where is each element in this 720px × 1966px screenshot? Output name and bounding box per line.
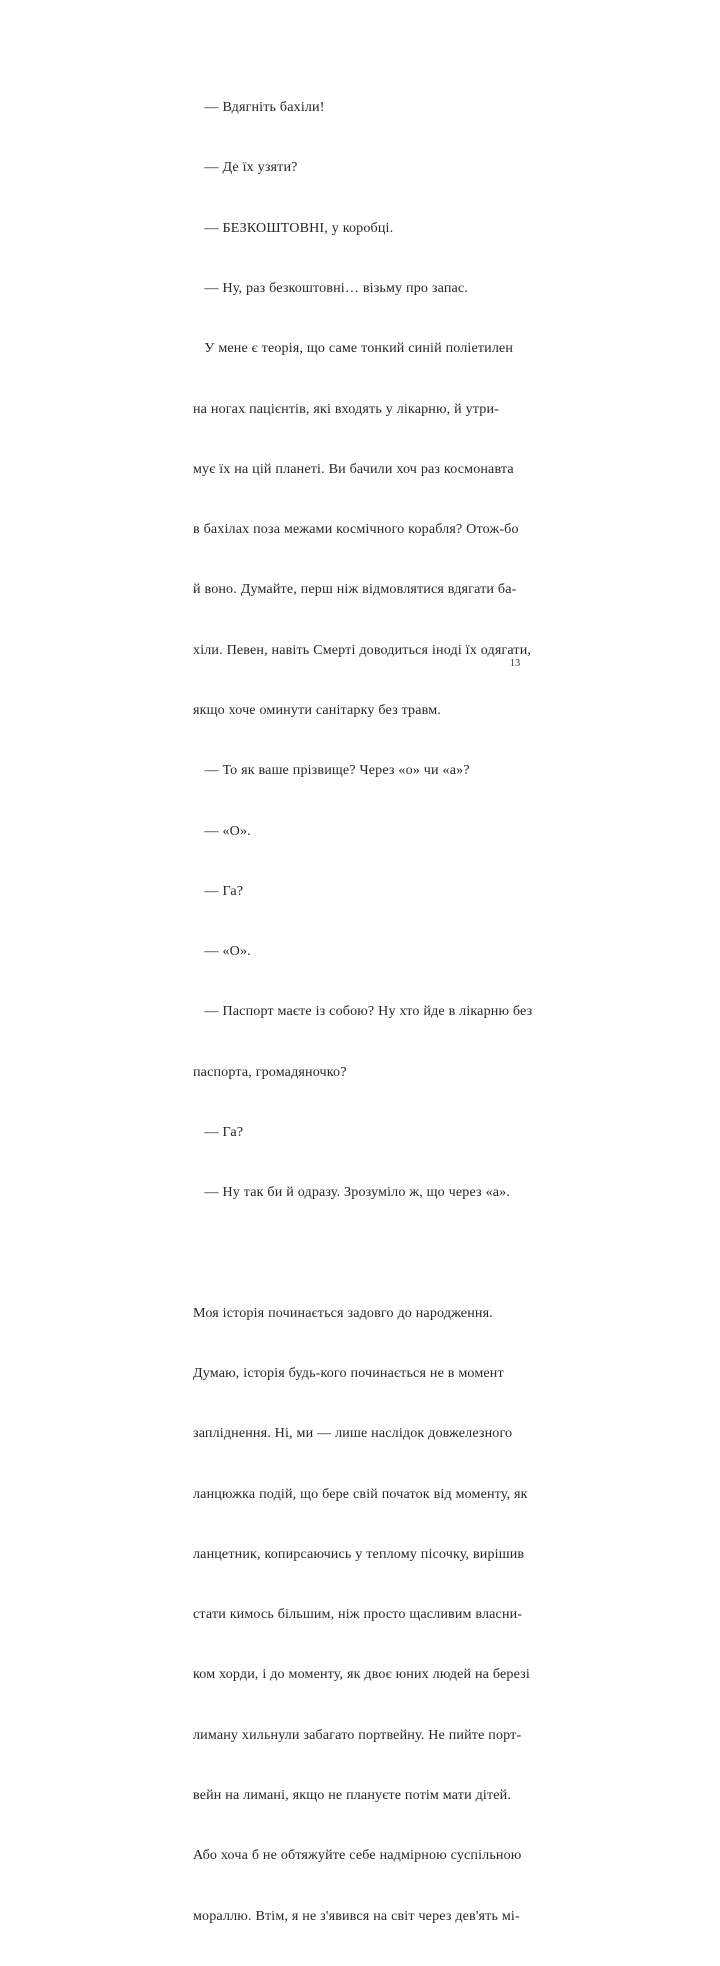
paragraph-dialogue: [193, 57, 533, 1243]
text-line: ланцетник, копирсаючись у теплому пісочку, вирішив: [193, 1545, 525, 1562]
text-line: Або хоча б не обтяжуйте себе надмірною суспільною: [193, 1847, 522, 1864]
text-line: — Га?: [193, 1123, 244, 1140]
text-line: У мене є теорія, що саме тонкий синій поліетилен: [193, 340, 514, 357]
page-number: 13: [509, 658, 521, 669]
text-line: — Паспорт маєте із собою? Ну хто йде в лікарню без: [193, 1003, 533, 1020]
page-text-block: [193, 57, 533, 1966]
text-line: — Вдягніть бахіли!: [193, 99, 325, 116]
text-line: в бахілах поза межами космічного корабля? Отож-бо: [193, 521, 519, 538]
text-line: — То як ваше прізвище? Через «о» чи «а»?: [193, 762, 470, 779]
text-line: Моя історія починається задовго до народження.: [193, 1304, 493, 1321]
text-line: й воно. Думайте, перш ніж відмовлятися вдягати ба-: [193, 581, 517, 598]
text-line: ланцюжка подій, що бере свій початок від моменту, як: [193, 1485, 528, 1502]
text-line: ком хорди, і до моменту, як двоє юних людей на березі: [193, 1666, 530, 1683]
text-line: лиману хильнули забагато портвейну. Не пийте порт-: [193, 1726, 522, 1743]
text-line: паспорта, громадяночко?: [193, 1063, 347, 1080]
text-line: мораллю. Втім, я не з'явився на світ через дев'ять мі-: [193, 1907, 520, 1924]
text-line: якщо хоче оминути санітарку без травм.: [193, 702, 441, 718]
text-line: — БЕЗКОШТОВНІ, у коробці.: [193, 219, 394, 236]
text-line: вейн на лимані, якщо не плануєте потім мати дітей.: [193, 1786, 511, 1803]
text-line: — Ну так би й одразу. Зрозуміло ж, що через «а».: [193, 1184, 510, 1201]
text-line: — «О».: [193, 822, 251, 839]
text-line: — Га?: [193, 882, 244, 899]
text-line: хіли. Певен, навіть Смерті доводиться іноді їх одягати,: [193, 641, 532, 658]
paragraph-narrative: [193, 1263, 530, 1966]
text-line: Думаю, історія будь-кого починається не в момент: [193, 1365, 504, 1381]
text-line: — Ну, раз безкоштовні… візьму про запас.: [193, 280, 468, 297]
text-line: — «О».: [193, 943, 251, 960]
text-line: стати кимось більшим, ніж просто щасливим власни-: [193, 1606, 523, 1623]
paragraph-spacer: [193, 1243, 526, 1263]
text-line: — Де їх узяти?: [193, 159, 298, 176]
text-line: запліднення. Ні, ми — лише наслідок довжелезного: [193, 1425, 513, 1442]
text-line: мує їх на цій планеті. Ви бачили хоч раз космонавта: [193, 460, 514, 477]
text-line: на ногах пацієнтів, які входять у лікарню, й утри-: [193, 400, 499, 417]
